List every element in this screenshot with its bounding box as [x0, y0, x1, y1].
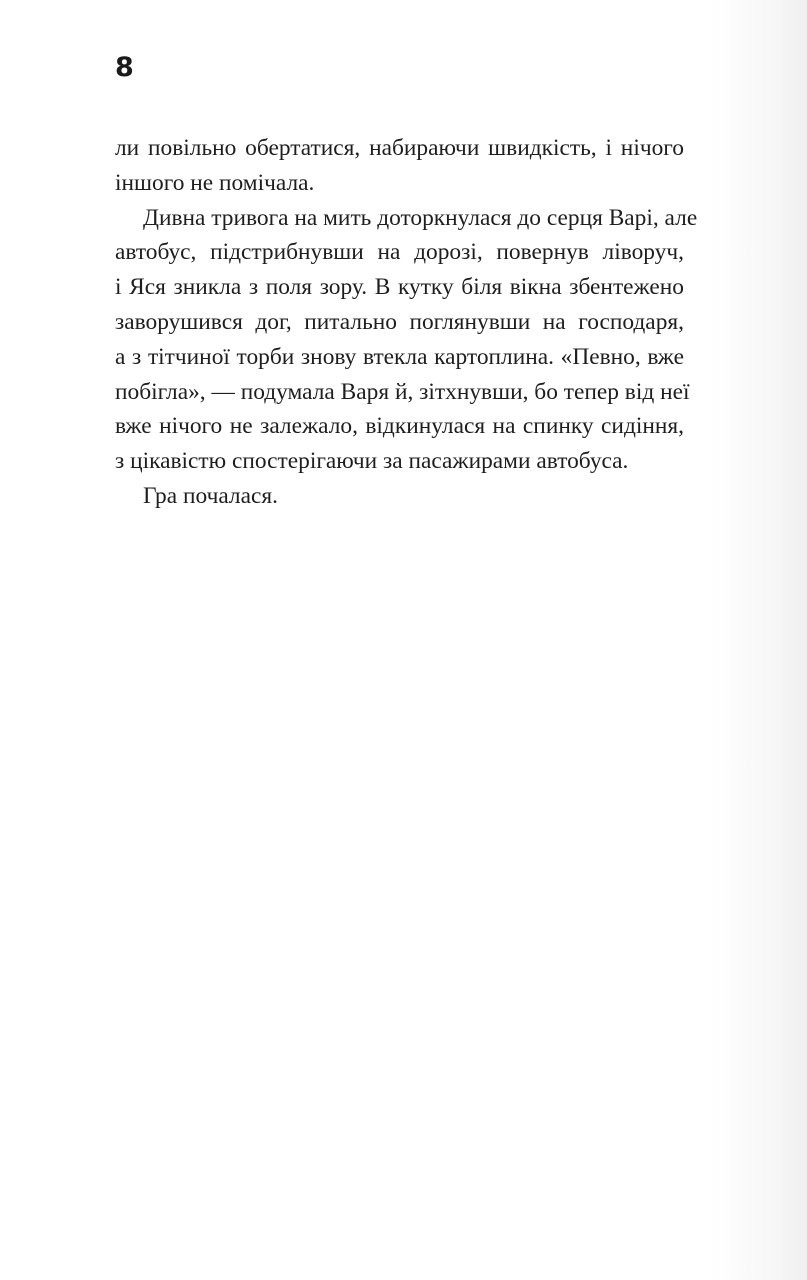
text-line: і Яся зникла з поля зору. В кутку біля вікна збентежено — [115, 274, 684, 301]
text-line: автобус, підстрибнувши на дорозі, повернув ліворуч, — [115, 239, 684, 266]
paragraph-3 — [115, 479, 684, 514]
text-line: а з тітчиної торби знову втекла картоплина. «Певно, вже — [115, 343, 684, 370]
paragraph-2 — [115, 201, 698, 479]
paragraph-1 — [115, 131, 684, 201]
text-line: вже нічого не залежало, відкинулася на спинку сидіння, — [115, 413, 684, 440]
text-line: з цікавістю спостерігаючи за пасажирами автобуса. — [115, 448, 629, 475]
text-line: іншого не помічала. — [115, 169, 315, 196]
body-text — [115, 131, 698, 514]
text-line: Гра почалася. — [143, 482, 278, 509]
text-line: побігла», — подумала Варя й, зітхнувши, бо тепер від неї — [115, 378, 690, 405]
text-line: ли повільно обертатися, набираючи швидкість, і нічого — [115, 135, 684, 161]
text-line: заворушився дог, питально поглянувши на господаря, — [115, 308, 684, 335]
page-number: 8 — [115, 52, 134, 83]
text-line: Дивна тривога на мить доторкнулася до серця Варі, але — [143, 204, 698, 231]
